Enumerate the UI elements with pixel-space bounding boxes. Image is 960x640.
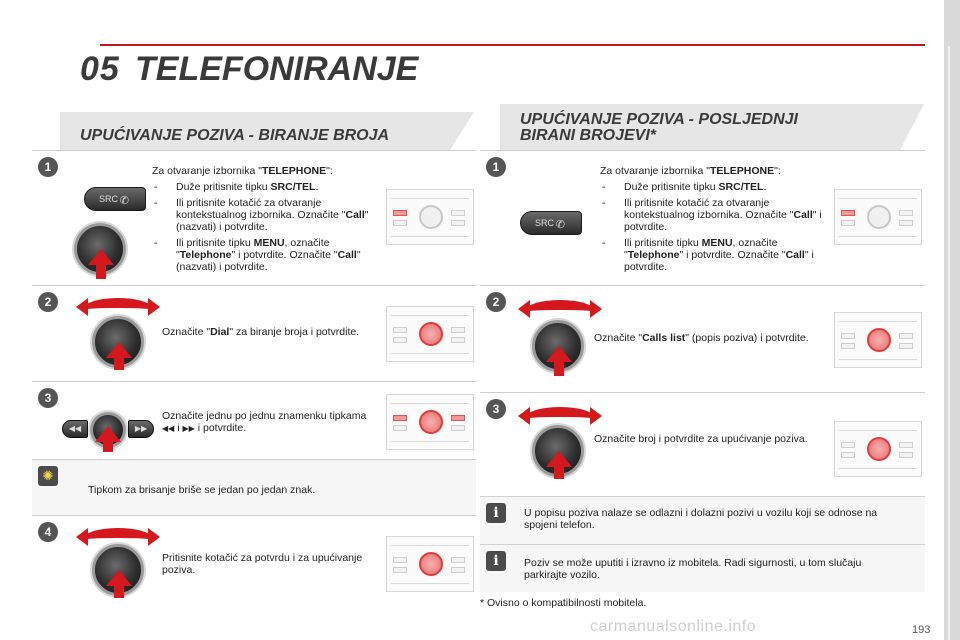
prev-glyph-icon: ◀◀ xyxy=(162,424,175,433)
next-glyph-icon: ▶▶ xyxy=(182,424,195,433)
list-item: - Ili pritisnite tipku MENU, označite "Telephone" i potvrdite. Označite "Call" i potvrdite. xyxy=(600,237,830,273)
next-button-icon: ▶▶ xyxy=(128,420,154,438)
left-section-title: UPUĆIVANJE POZIVA - BIRANJE BROJA xyxy=(80,127,390,144)
lightbulb-icon: ✺ xyxy=(38,466,58,486)
right-section-title-line1: UPUĆIVANJE POZIVA - POSLJEDNJI xyxy=(520,111,798,128)
right-section-header xyxy=(500,104,900,150)
right-section-title-line2: BIRANI BROJEVI* xyxy=(520,127,657,144)
press-arrow-icon xyxy=(546,451,572,467)
radio-panel-thumbnail xyxy=(386,189,474,245)
left-step-3 xyxy=(32,381,476,459)
press-arrow-icon xyxy=(546,346,572,362)
info-icon: i xyxy=(486,503,506,523)
press-arrow-icon xyxy=(88,249,114,265)
footnote: * Ovisno o kompatibilnosti mobitela. xyxy=(480,597,647,609)
rotate-arrow-icon xyxy=(82,298,154,310)
page-number: 193 xyxy=(912,624,931,636)
step-3-instructions: Označite broj i potvrdite za upućivanje poziva. xyxy=(594,433,808,445)
step-badge: 3 xyxy=(38,388,58,408)
list-item: - Ili pritisnite tipku MENU, označite "Telephone" i potvrdite. Označite "Call" (nazvati) i potvrdite. xyxy=(152,237,382,273)
step-badge: 2 xyxy=(486,292,506,312)
chapter-number: 05 xyxy=(80,50,120,88)
step-badge: 4 xyxy=(38,522,58,542)
step-3-instructions: Označite jednu po jednu znamenku tipkama ◀◀ i ▶▶ i potvrdite. xyxy=(162,410,367,434)
radio-panel-thumbnail xyxy=(834,189,922,245)
radio-panel-thumbnail xyxy=(834,312,922,368)
right-step-1 xyxy=(480,150,925,285)
info-text-1: U popisu poziva nalaze se odlazni i dolazni pozivi u vozilu koji se odnose na spojeni telefon. xyxy=(524,507,878,531)
phone-icon: ✆ xyxy=(555,219,565,231)
rotate-arrow-icon xyxy=(82,528,154,540)
list-item: - Duže pritisnite tipku SRC/TEL. xyxy=(152,181,382,193)
left-step-2 xyxy=(32,285,476,381)
list-item: - Ili pritisnite kotačić za otvaranje kontekstualnog izbornika. Označite "Call" (nazvati) i potvrdite. xyxy=(152,197,382,233)
watermark: carmanualsonline.info xyxy=(590,618,757,635)
left-step-1 xyxy=(32,150,476,285)
rotate-arrow-icon xyxy=(524,300,596,312)
page-edge-tab xyxy=(944,0,960,640)
phone-icon: ✆ xyxy=(119,195,129,207)
step-4-instructions: Pritisnite kotačić za potvrdu i za upućivanje poziva. xyxy=(162,552,363,576)
prev-button-icon: ◀◀ xyxy=(62,420,88,438)
right-info-box-2 xyxy=(480,544,925,592)
src-tel-button: SRC ✆ xyxy=(520,211,582,235)
radio-panel-thumbnail xyxy=(386,306,474,362)
list-item: - Ili pritisnite kotačić za otvaranje kontekstualnog izbornika. Označite "Call" i potvrdite. xyxy=(600,197,830,233)
press-arrow-icon xyxy=(106,342,132,358)
left-section-header xyxy=(60,112,450,150)
step-badge: 1 xyxy=(486,157,506,177)
step-badge: 1 xyxy=(38,157,58,177)
right-step-2 xyxy=(480,285,925,392)
radio-panel-thumbnail xyxy=(834,421,922,477)
step-2-instructions: Označite "Calls list" (popis poziva) i potvrdite. xyxy=(594,332,809,344)
header-rule xyxy=(100,44,925,46)
radio-panel-thumbnail xyxy=(386,536,474,592)
src-tel-button: SRC ✆ xyxy=(84,187,146,211)
press-arrow-icon xyxy=(95,426,121,442)
rotate-arrow-icon xyxy=(524,407,596,419)
step-1-instructions: Za otvaranje izbornika "TELEPHONE": - Duže pritisnite tipku SRC/TEL. - Ili pritisnite kotačić za otvaranje kontekstualnog izbornika. Označite "Call" i potvrdite. - Ili pritisnite tipku MENU, označite "Telephone" i potvrdite. Označite "Call" i potvrdite. xyxy=(600,165,830,273)
step-badge: 2 xyxy=(38,292,58,312)
tip-text: Tipkom za brisanje briše se jedan po jedan znak. xyxy=(88,484,316,496)
step-2-instructions: Označite "Dial" za biranje broja i potvrdite. xyxy=(162,326,360,338)
right-step-3 xyxy=(480,392,925,496)
chapter-title: TELEFONIRANJE xyxy=(135,50,419,88)
step-badge: 3 xyxy=(486,399,506,419)
left-step-4 xyxy=(32,515,476,611)
info-text-2: Poziv se može uputiti i izravno iz mobitela. Radi sigurnosti, u tom slučaju parkirajte vozilo. xyxy=(524,557,862,581)
right-info-box-1 xyxy=(480,496,925,544)
press-arrow-icon xyxy=(106,570,132,586)
info-icon: i xyxy=(486,551,506,571)
list-item: - Duže pritisnite tipku SRC/TEL. xyxy=(600,181,830,193)
step-1-instructions: Za otvaranje izbornika "TELEPHONE": - Duže pritisnite tipku SRC/TEL. - Ili pritisnite kotačić za otvaranje kontekstualnog izbornika. Označite "Call" (nazvati) i potvrdite. - Ili pritisnite tipku MENU, označite "Telephone" i potvrdite. Označite "Call" (nazvati) i potvrdite. xyxy=(152,165,382,273)
left-tip-box xyxy=(32,459,476,515)
radio-panel-thumbnail xyxy=(386,394,474,450)
